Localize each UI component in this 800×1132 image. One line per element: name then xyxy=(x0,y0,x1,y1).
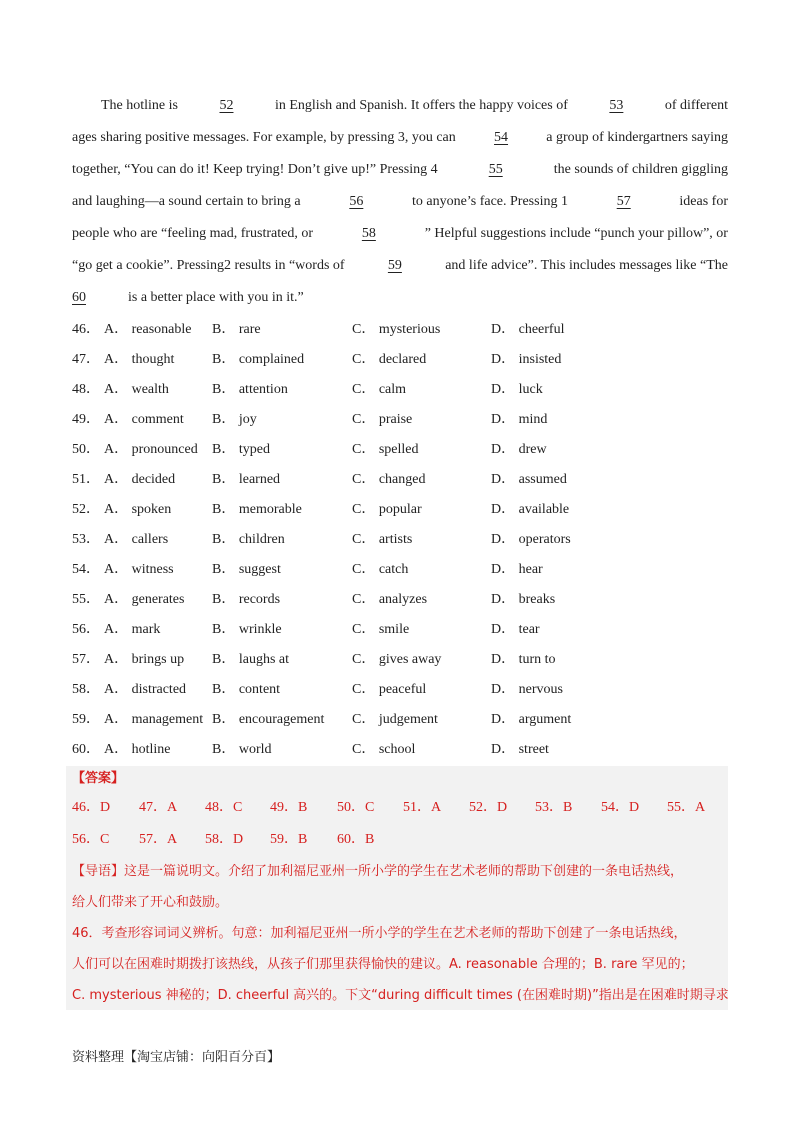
option-a: A． management xyxy=(104,712,204,727)
answer-item: 60．B xyxy=(337,832,375,847)
answer-item: 53．B xyxy=(535,800,573,815)
option-a: A． hotline xyxy=(104,742,171,757)
option-c: C． popular xyxy=(352,502,422,517)
option-c: C． school xyxy=(352,742,416,757)
option-c: C． catch xyxy=(352,562,409,577)
option-row xyxy=(72,525,728,555)
passage-text: “go get a cookie”. Pressing2 results in “words of xyxy=(72,258,345,273)
passage-line xyxy=(72,250,728,282)
answer-item: 49．B xyxy=(270,800,308,815)
option-b: B． attention xyxy=(212,382,288,397)
explanation-line: 人们可以在困难时期拨打该热线，从孩子们那里获得愉快的建议。A. reasonable 合理的；B. rare 罕见的； xyxy=(72,957,694,972)
explanation-line: C. mysterious 神秘的；D. cheerful 高兴的。下文“during difficult times (在困难时期)”指出是在困难时期寻求 xyxy=(72,988,729,1003)
question-number: 50． xyxy=(72,442,100,457)
option-c: C． gives away xyxy=(352,652,442,667)
answer-item: 57．A xyxy=(139,832,178,847)
passage-text: people who are “feeling mad, frustrated, or xyxy=(72,226,314,241)
option-b: B． rare xyxy=(212,322,261,337)
option-a: A． distracted xyxy=(104,682,187,697)
option-a: A． callers xyxy=(104,532,169,547)
option-row xyxy=(72,615,728,645)
passage-text: is a better place with you in it.” xyxy=(128,290,304,305)
question-number: 51． xyxy=(72,472,100,487)
option-b: B． complained xyxy=(212,352,305,367)
option-a: A． brings up xyxy=(104,652,185,667)
option-a: A． pronounced xyxy=(104,442,198,457)
answer-item: 52．D xyxy=(469,800,508,815)
option-c: C． spelled xyxy=(352,442,419,457)
answer-item: 51．A xyxy=(403,800,442,815)
option-d: D． argument xyxy=(491,712,572,727)
option-b: B． records xyxy=(212,592,281,607)
passage-text: ages sharing positive messages. For example, by pressing 3, you can xyxy=(72,130,456,145)
blank-58: 58 xyxy=(361,226,376,241)
answer-item: 54．D xyxy=(601,800,640,815)
page-footer: 资料整理【淘宝店铺：向阳百分百】 xyxy=(72,1050,281,1065)
answer-row xyxy=(72,828,728,852)
passage-line xyxy=(72,282,728,314)
option-a: A． witness xyxy=(104,562,174,577)
question-number: 57． xyxy=(72,652,100,667)
question-number: 53． xyxy=(72,532,100,547)
answer-item: 58．D xyxy=(205,832,244,847)
answer-item: 48．C xyxy=(205,800,243,815)
question-number: 58． xyxy=(72,682,100,697)
passage-text: and laughing—a sound certain to bring a xyxy=(72,194,301,209)
question-number: 54． xyxy=(72,562,100,577)
option-d: D． tear xyxy=(491,622,540,637)
question-number: 60． xyxy=(72,742,100,757)
passage-line xyxy=(72,154,728,186)
blank-54: 54 xyxy=(494,130,509,145)
option-row xyxy=(72,495,728,525)
passage-line xyxy=(72,90,728,122)
option-c: C． smile xyxy=(352,622,410,637)
guide-line: 给人们带来了开心和鼓励。 xyxy=(72,895,229,910)
option-a: A． reasonable xyxy=(104,322,192,337)
option-c: C． artists xyxy=(352,532,413,547)
option-a: A． mark xyxy=(104,622,161,637)
blank-59: 59 xyxy=(387,258,402,273)
option-d: D． turn to xyxy=(491,652,556,667)
blank-57: 57 xyxy=(616,194,631,209)
option-row xyxy=(72,705,728,735)
option-row xyxy=(72,465,728,495)
option-d: D． mind xyxy=(491,412,548,427)
option-d: D． operators xyxy=(491,532,571,547)
option-row xyxy=(72,675,728,705)
passage-paragraph xyxy=(72,90,728,314)
option-row xyxy=(72,345,728,375)
question-number: 52． xyxy=(72,502,100,517)
option-c: C． changed xyxy=(352,472,426,487)
option-b: B． world xyxy=(212,742,272,757)
passage-text: of different xyxy=(664,98,728,113)
option-d: D． street xyxy=(491,742,549,757)
question-number: 49． xyxy=(72,412,100,427)
option-row xyxy=(72,405,728,435)
passage-line xyxy=(72,186,728,218)
passage-text: ” Helpful suggestions include “punch your pillow”, or xyxy=(424,226,728,241)
option-row xyxy=(72,735,728,765)
option-d: D． hear xyxy=(491,562,543,577)
option-c: C． declared xyxy=(352,352,427,367)
option-c: C． praise xyxy=(352,412,413,427)
option-b: B． typed xyxy=(212,442,270,457)
passage-text: ideas for xyxy=(679,194,728,209)
option-b: B． children xyxy=(212,532,285,547)
blank-53: 53 xyxy=(609,98,624,113)
blank-56: 56 xyxy=(349,194,364,209)
option-b: B． wrinkle xyxy=(212,622,282,637)
option-d: D． insisted xyxy=(491,352,562,367)
answer-heading: 【答案】 xyxy=(72,771,125,786)
option-b: B． joy xyxy=(212,412,257,427)
passage-text: The hotline is xyxy=(101,98,178,113)
question-number: 55． xyxy=(72,592,100,607)
guide-line: 【导语】这是一篇说明文。介绍了加利福尼亚州一所小学的学生在艺术老师的帮助下创建的一条电话热线， xyxy=(72,864,684,879)
option-b: B． laughs at xyxy=(212,652,289,667)
answer-row xyxy=(72,796,728,820)
answer-item: 55．A xyxy=(667,800,706,815)
answer-item: 56．C xyxy=(72,832,110,847)
answer-item: 47．A xyxy=(139,800,178,815)
question-number: 56． xyxy=(72,622,100,637)
option-d: D． available xyxy=(491,502,570,517)
option-c: C． calm xyxy=(352,382,407,397)
option-a: A． wealth xyxy=(104,382,169,397)
answer-item: 59．B xyxy=(270,832,308,847)
passage-text: and life advice”. This includes messages like “The xyxy=(445,258,728,273)
option-d: D． luck xyxy=(491,382,543,397)
answer-item: 46．D xyxy=(72,800,111,815)
option-c: C． analyzes xyxy=(352,592,428,607)
option-b: B． suggest xyxy=(212,562,281,577)
option-a: A． comment xyxy=(104,412,184,427)
option-row xyxy=(72,435,728,465)
question-number: 59． xyxy=(72,712,100,727)
option-b: B． memorable xyxy=(212,502,302,517)
option-row xyxy=(72,375,728,405)
passage-text: together, “You can do it! Keep trying! Don’t give up!” Pressing 4 xyxy=(72,162,438,177)
option-d: D． assumed xyxy=(491,472,567,487)
option-d: D． cheerful xyxy=(491,322,565,337)
option-c: C． peaceful xyxy=(352,682,427,697)
passage-text: a group of kindergartners saying xyxy=(546,130,728,145)
option-row xyxy=(72,585,728,615)
question-number: 48． xyxy=(72,382,100,397)
option-d: D． nervous xyxy=(491,682,563,697)
explanation-line: 46．考查形容词词义辨析。句意：加利福尼亚州一所小学的学生在艺术老师的帮助下创建了一条电话热线， xyxy=(72,926,687,941)
option-a: A． generates xyxy=(104,592,185,607)
question-number: 47． xyxy=(72,352,100,367)
option-a: A． decided xyxy=(104,472,176,487)
passage-text: the sounds of children giggling xyxy=(553,162,728,177)
passage-text: in English and Spanish. It offers the happy voices of xyxy=(274,98,568,113)
option-row xyxy=(72,315,728,345)
option-d: D． breaks xyxy=(491,592,556,607)
option-b: B． encouragement xyxy=(212,712,325,727)
option-b: B． content xyxy=(212,682,281,697)
question-number: 46． xyxy=(72,322,100,337)
passage-line xyxy=(72,218,728,250)
option-b: B． learned xyxy=(212,472,281,487)
option-a: A． spoken xyxy=(104,502,172,517)
passage-text: to anyone’s face. Pressing 1 xyxy=(412,194,568,209)
blank-60: 60 xyxy=(72,290,86,305)
option-row xyxy=(72,645,728,675)
blank-52: 52 xyxy=(219,98,234,113)
answer-item: 50．C xyxy=(337,800,375,815)
option-row xyxy=(72,555,728,585)
blank-55: 55 xyxy=(488,162,503,177)
options-list xyxy=(72,315,728,765)
passage-line xyxy=(72,122,728,154)
option-c: C． mysterious xyxy=(352,322,441,337)
option-c: C． judgement xyxy=(352,712,438,727)
option-d: D． drew xyxy=(491,442,547,457)
option-a: A． thought xyxy=(104,352,175,367)
